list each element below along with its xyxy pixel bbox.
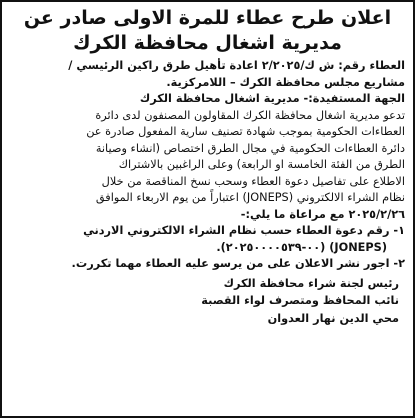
paragraph-line: العطاءات الحكومية بموجب شهادة تصنيف سارية المفعول صادرة عن xyxy=(86,125,405,138)
beneficiary-line: الجهة المستفيدة:- مديرية اشغال محافظة الكرك xyxy=(139,92,405,105)
notice-title-line2: مديرية اشغال محافظة الكرك xyxy=(73,32,342,54)
signature-line-3: محي الدين نهار العدوان xyxy=(267,311,399,325)
tender-number-line: العطاء رقم: ش ك/٢/٢٠٢٥ اعادة تأهيل طرق راكين الرئيسي / xyxy=(68,59,405,72)
invitation-paragraph xyxy=(10,108,405,224)
paragraph-line: نظام الشراء الالكتروني (JONEPS) اعتباراً من يوم الاربعاء الموافق xyxy=(95,191,405,204)
paragraph-line: الطرق من الفئة الخامسة او الرابعة) وعلى الراغبين بالاشتراك xyxy=(118,158,405,171)
paragraph-line: دائرة العطاءات الحكومية في مجال الطرق اختصاص (انشاء وصيانة xyxy=(95,141,405,155)
paragraph-line: تدعو مديرية اشغال محافظة الكرك المقاولون المصنفون لدى دائرة xyxy=(95,108,405,122)
condition-item-2: ٢- اجور نشر الاعلان على من يرسو عليه العطاء مهما تكررت. xyxy=(71,257,405,270)
condition-item-1: ١- رقم دعوة العطاء حسب نظام الشراء الالكتروني الاردني xyxy=(83,224,405,237)
tender-project-line: مشاريع مجلس محافظة الكرك – اللامركزية. xyxy=(166,75,405,89)
paragraph-line: ٢٠٢٥/٢/٢٦ مع مراعاة ما يلي:- xyxy=(240,207,405,221)
paragraph-line: الاطلاع على تفاصيل دعوة العطاء وسحب نسخ المناقصة من خلال xyxy=(101,174,405,188)
notice-title-line1: اعلان طرح عطاء للمرة الاولى صادر عن xyxy=(23,7,392,29)
signature-line-1: رئيس لجنة شراء محافظة الكرك xyxy=(223,276,399,290)
signature-block xyxy=(10,275,405,328)
condition-item-1-number: (JONEPS) (٠٠-٢٠٢٥٠٠٠٠٥٣٩). xyxy=(216,240,387,254)
conditions-list xyxy=(10,223,405,273)
signature-line-2: نائب المحافظ ومتصرف لواء القصبة xyxy=(201,294,399,307)
